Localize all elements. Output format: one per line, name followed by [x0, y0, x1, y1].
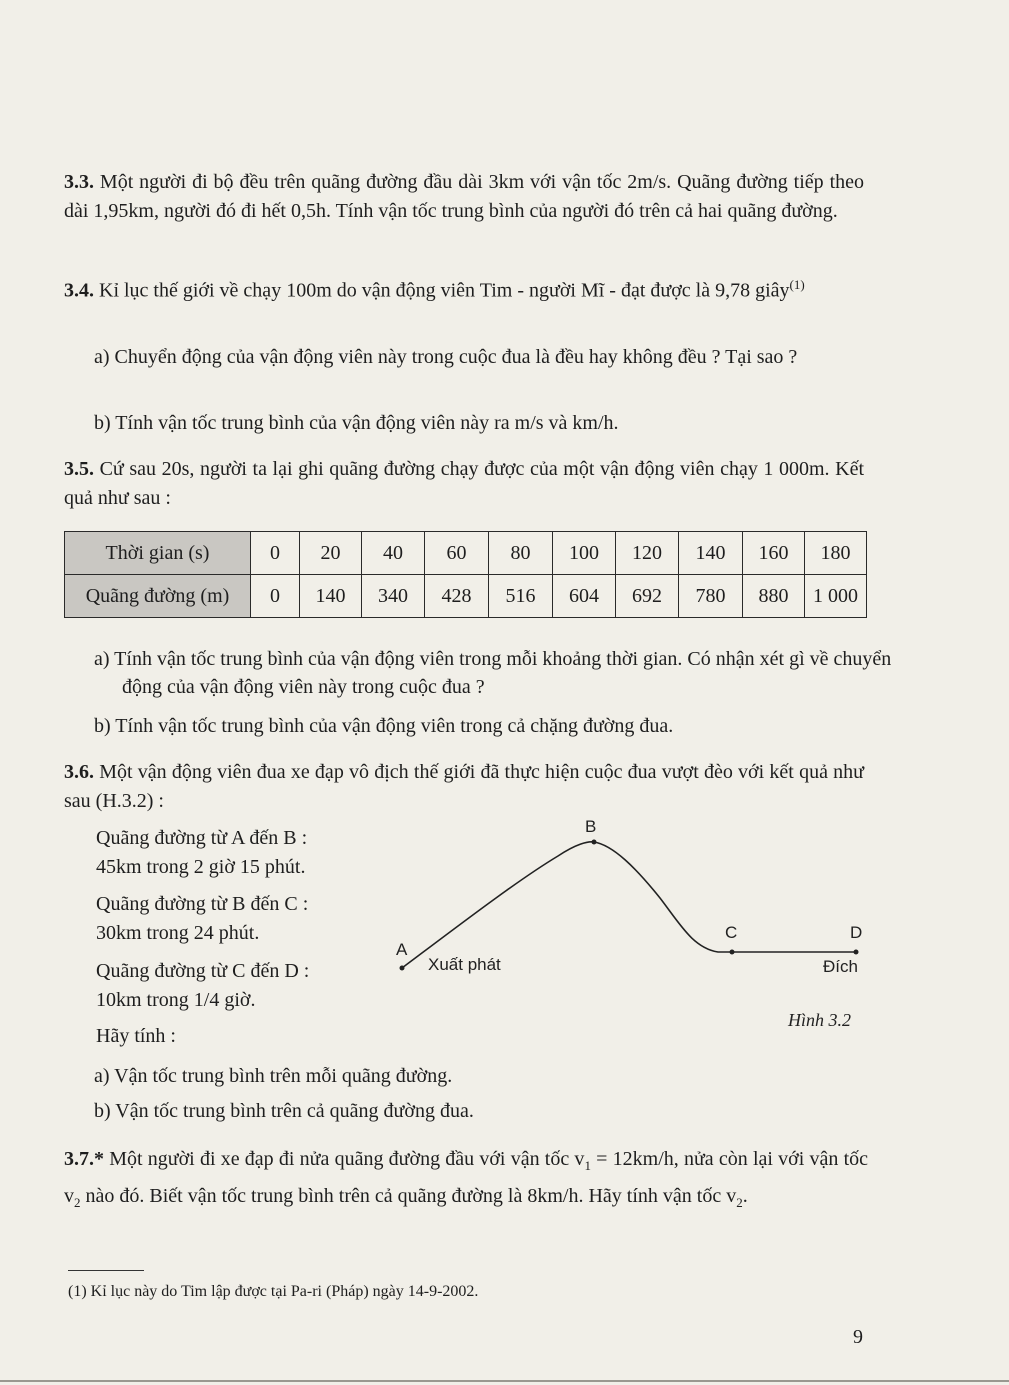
problem-3-5-a: a) Tính vận tốc trung bình của vận động viên trong mỗi khoảng thời gian. Có nhận xét gì về chuyển động của vận động viên này trong cuộc đua ? — [94, 648, 892, 698]
table-cell: 0 — [251, 532, 300, 575]
table-cell: 692 — [616, 575, 679, 618]
label-c: C — [725, 923, 738, 942]
problem-3-7 — [64, 1144, 868, 1218]
problem-3-5-b: b) Tính vận tốc trung bình của vận động viên trong cả chặng đường đua. — [94, 715, 674, 737]
segment-ab-title: Quãng đường từ A đến B : — [96, 827, 308, 849]
ask-label: Hãy tính : — [96, 1025, 176, 1047]
segment-bc — [96, 890, 396, 948]
table-cell: 40 — [362, 532, 425, 575]
problem-3-6-b: b) Vận tốc trung bình trên cả quãng đường đua. — [94, 1100, 474, 1122]
subscript: 2 — [74, 1195, 81, 1210]
problem-3-4-b: b) Tính vận tốc trung bình của vận động viên này ra m/s và km/h. — [94, 412, 619, 434]
footnote-marker: (1) — [789, 277, 805, 292]
table-cell: 20 — [300, 532, 362, 575]
table-cell: 880 — [743, 575, 805, 618]
problem-number: 3.5. — [64, 458, 94, 480]
distance-time-table — [64, 531, 867, 618]
row-header-distance: Quãng đường (m) — [65, 575, 251, 618]
segment-bc-title: Quãng đường từ B đến C : — [96, 893, 309, 915]
problem-3-6 — [64, 758, 864, 815]
segment-ab — [96, 824, 396, 882]
label-d: D — [850, 923, 863, 942]
problem-number: 3.7.* — [64, 1148, 104, 1170]
problem-number: 3.3. — [64, 171, 94, 193]
table-cell: 604 — [553, 575, 616, 618]
page-number: 9 — [853, 1326, 863, 1348]
segment-cd — [96, 957, 396, 1015]
segment-cd-detail: 10km trong 1/4 giờ. — [96, 989, 256, 1011]
table-cell: 428 — [425, 575, 489, 618]
table-cell: 160 — [743, 532, 805, 575]
subscript: 2 — [736, 1195, 743, 1210]
problem-number: 3.6. — [64, 761, 94, 783]
table-cell: 1 000 — [805, 575, 867, 618]
page-edge — [0, 1380, 1009, 1382]
problem-3-5 — [64, 455, 864, 512]
figure-3-2 — [388, 808, 878, 1038]
point-b-marker — [592, 840, 597, 845]
row-header-time: Thời gian (s) — [65, 532, 251, 575]
problem-text: Kỉ lục thế giới về chạy 100m do vận động viên Tim - người Mĩ - đạt được là 9,78 giây — [99, 279, 790, 302]
point-c-marker — [730, 950, 735, 955]
table-cell: 120 — [616, 532, 679, 575]
subscript: 1 — [584, 1158, 591, 1173]
table-cell: 180 — [805, 532, 867, 575]
problem-text-4: . — [742, 1185, 748, 1207]
figure-caption: Hình 3.2 — [788, 1010, 851, 1030]
segment-bc-detail: 30km trong 24 phút. — [96, 922, 260, 944]
label-finish: Đích — [823, 957, 858, 976]
segment-cd-title: Quãng đường từ C đến D : — [96, 960, 310, 982]
table-cell: 140 — [679, 532, 743, 575]
point-d-marker — [854, 950, 859, 955]
problem-text: Cứ sau 20s, người ta lại ghi quãng đường chạy được của một vận động viên chạy 1 000m. Kết quả như sau : — [64, 458, 865, 509]
problem-text: Một người đi bộ đều trên quãng đường đầu dài 3km với vận tốc 2m/s. Quãng đường tiếp theo dài 1,95km, người đó đi hết 0,5h. Tính vận tốc trung bình của người đó trên cả hai quãng đường. — [64, 171, 865, 222]
table-cell: 140 — [300, 575, 362, 618]
point-a-marker — [400, 966, 405, 971]
footnote: (1) Kỉ lục này do Tim lập được tại Pa-ri (Pháp) ngày 14-9-2002. — [68, 1283, 479, 1300]
problem-text-2: = 12km/h, nửa còn lại với vận tốc v — [64, 1148, 869, 1207]
table-cell: 80 — [489, 532, 553, 575]
problem-3-4 — [64, 271, 864, 305]
problem-text-3: nào đó. Biết vận tốc trung bình trên cả quãng đường là 8km/h. Hãy tính vận tốc v — [80, 1185, 737, 1207]
table-cell: 340 — [362, 575, 425, 618]
label-start: Xuất phát — [428, 955, 501, 974]
table-cell: 780 — [679, 575, 743, 618]
table-cell: 100 — [553, 532, 616, 575]
footnote-divider — [68, 1270, 144, 1271]
table-cell: 60 — [425, 532, 489, 575]
problem-3-4-a: a) Chuyển động của vận động viên này trong cuộc đua là đều hay không đều ? Tại sao ? — [94, 346, 798, 368]
route-curve — [402, 842, 858, 968]
table-row-time — [65, 532, 867, 575]
table-cell: 0 — [251, 575, 300, 618]
table-row-distance — [65, 575, 867, 618]
problem-text-1: Một người đi xe đạp đi nửa quãng đường đầu với vận tốc v — [109, 1148, 585, 1170]
problem-3-6-a: a) Vận tốc trung bình trên mỗi quãng đường. — [94, 1065, 453, 1087]
table-cell: 516 — [489, 575, 553, 618]
label-a: A — [396, 940, 408, 959]
label-b: B — [585, 817, 597, 836]
problem-3-3 — [64, 168, 864, 225]
problem-number: 3.4. — [64, 279, 94, 302]
problem-text: Một vận động viên đua xe đạp vô địch thế giới đã thực hiện cuộc đua vượt đèo với kết quả như sau (H.3.2) : — [64, 761, 864, 812]
segment-ab-detail: 45km trong 2 giờ 15 phút. — [96, 856, 306, 878]
